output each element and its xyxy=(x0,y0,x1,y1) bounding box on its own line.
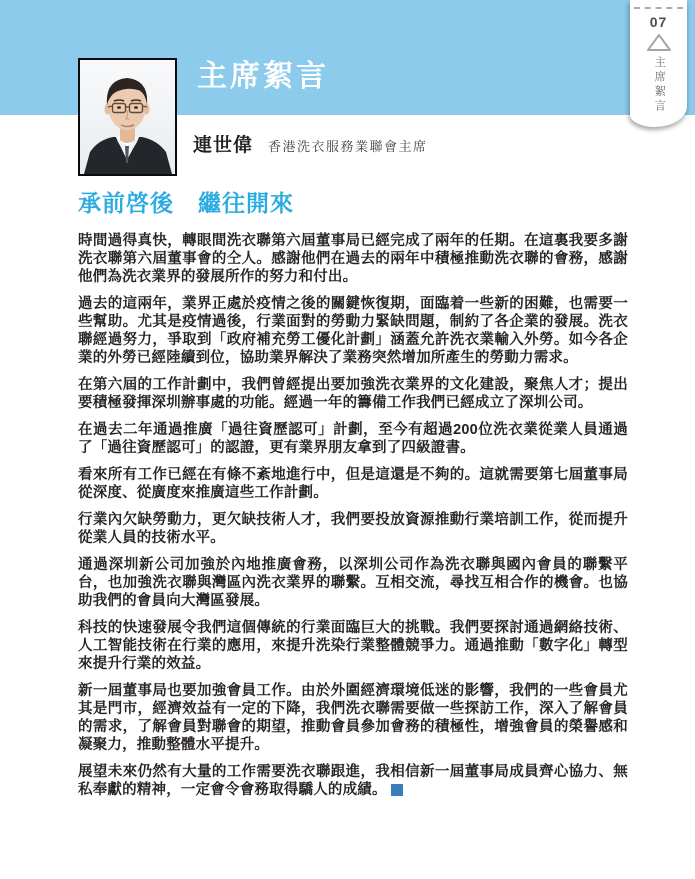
body-paragraph: 看來所有工作已經在有條不紊地進行中，但是這還是不夠的。這就需要第七屆董事局從深度、從廣度來推廣這些工作計劃。 xyxy=(78,467,628,501)
end-of-article-mark xyxy=(391,784,403,796)
perforation-line xyxy=(634,7,683,9)
chairman-portrait-photo xyxy=(78,58,177,176)
body-paragraph: 在過去二年通過推廣「過往資歷認可」計劃，至今有超過200位洗衣業從業人員通過了「過往資歷認可」的認證，更有業界朋友拿到了四級證書。 xyxy=(78,422,628,456)
triangle-outline-icon xyxy=(646,33,672,52)
body-paragraph: 在第六屆的工作計劃中，我們曾經提出要加強洗衣業界的文化建設，聚焦人才；提出要積極發揮深圳辦事處的功能。經過一年的籌備工作我們已經成立了深圳公司。 xyxy=(78,377,628,411)
author-role: 香港洗衣服務業聯會主席 xyxy=(268,139,428,154)
page-title: 主席絮言 xyxy=(197,60,329,93)
chapter-bookmark-tab xyxy=(630,0,687,127)
body-paragraph: 時間過得真快，轉眼間洗衣聯第六屆董事局已經完成了兩年的任期。在這裏我要多謝洗衣聯第六屆董事會的仝人。感謝他們在過去的兩年中積極推動洗衣聯的會務，感謝他們為洗衣業界的發展所作的努力和付出。 xyxy=(78,233,628,285)
byline xyxy=(193,130,428,157)
body-paragraph: 行業內欠缺勞動力，更欠缺技術人才，我們要投放資源推動行業培訓工作，從而提升從業人員的技術水平。 xyxy=(78,512,628,546)
chapter-vertical-title: 主席絮言 xyxy=(653,56,666,114)
article-heading: 承前啓後 繼往開來 xyxy=(78,190,294,216)
page-number: 07 xyxy=(649,14,668,30)
body-paragraph: 展望未來仍然有大量的工作需要洗衣聯跟進，我相信新一屆董事局成員齊心協力、無私奉獻的精神，一定會令會務取得驕人的成績。 xyxy=(78,764,628,798)
body-paragraph: 科技的快速發展令我們這個傳統的行業面臨巨大的挑戰。我們要探討通過網絡技術、人工智能技術在行業的應用，來提升洗染行業整體競爭力。通過推動「數字化」轉型來提升行業的效益。 xyxy=(78,620,628,672)
body-paragraph: 通過深圳新公司加強於內地推廣會務，以深圳公司作為洗衣聯與國內會員的聯繫平台，也加強洗衣聯與灣區內洗衣業界的聯繫。互相交流，尋找互相合作的機會。也協助我們的會員向大灣區發展。 xyxy=(78,557,628,609)
body-paragraph: 新一屆董事局也要加強會員工作。由於外圍經濟環境低迷的影響，我們的一些會員尤其是門市，經濟效益有一定的下降，我們洗衣聯需要做一些探訪工作，深入了解會員的需求，了解會員對聯會的期望，推動會員參加會務的積極性，增強會員的榮譽感和凝聚力，推動整體水平提升。 xyxy=(78,683,628,753)
body-paragraph: 過去的這兩年，業界正處於疫情之後的關鍵恢復期，面臨着一些新的困難，也需要一些幫助。尤其是疫情過後，行業面對的勞動力緊缺問題，制約了各企業的發展。洗衣聯經過努力，爭取到「政府補充勞工優化計劃」涵蓋允許洗衣業輸入外勞。如今各企業的外勞已經陸續到位，協助業界解決了業務突然增加所產生的勞動力需求。 xyxy=(78,296,628,366)
author-name: 連世偉 xyxy=(193,135,254,156)
article-body xyxy=(78,232,628,808)
